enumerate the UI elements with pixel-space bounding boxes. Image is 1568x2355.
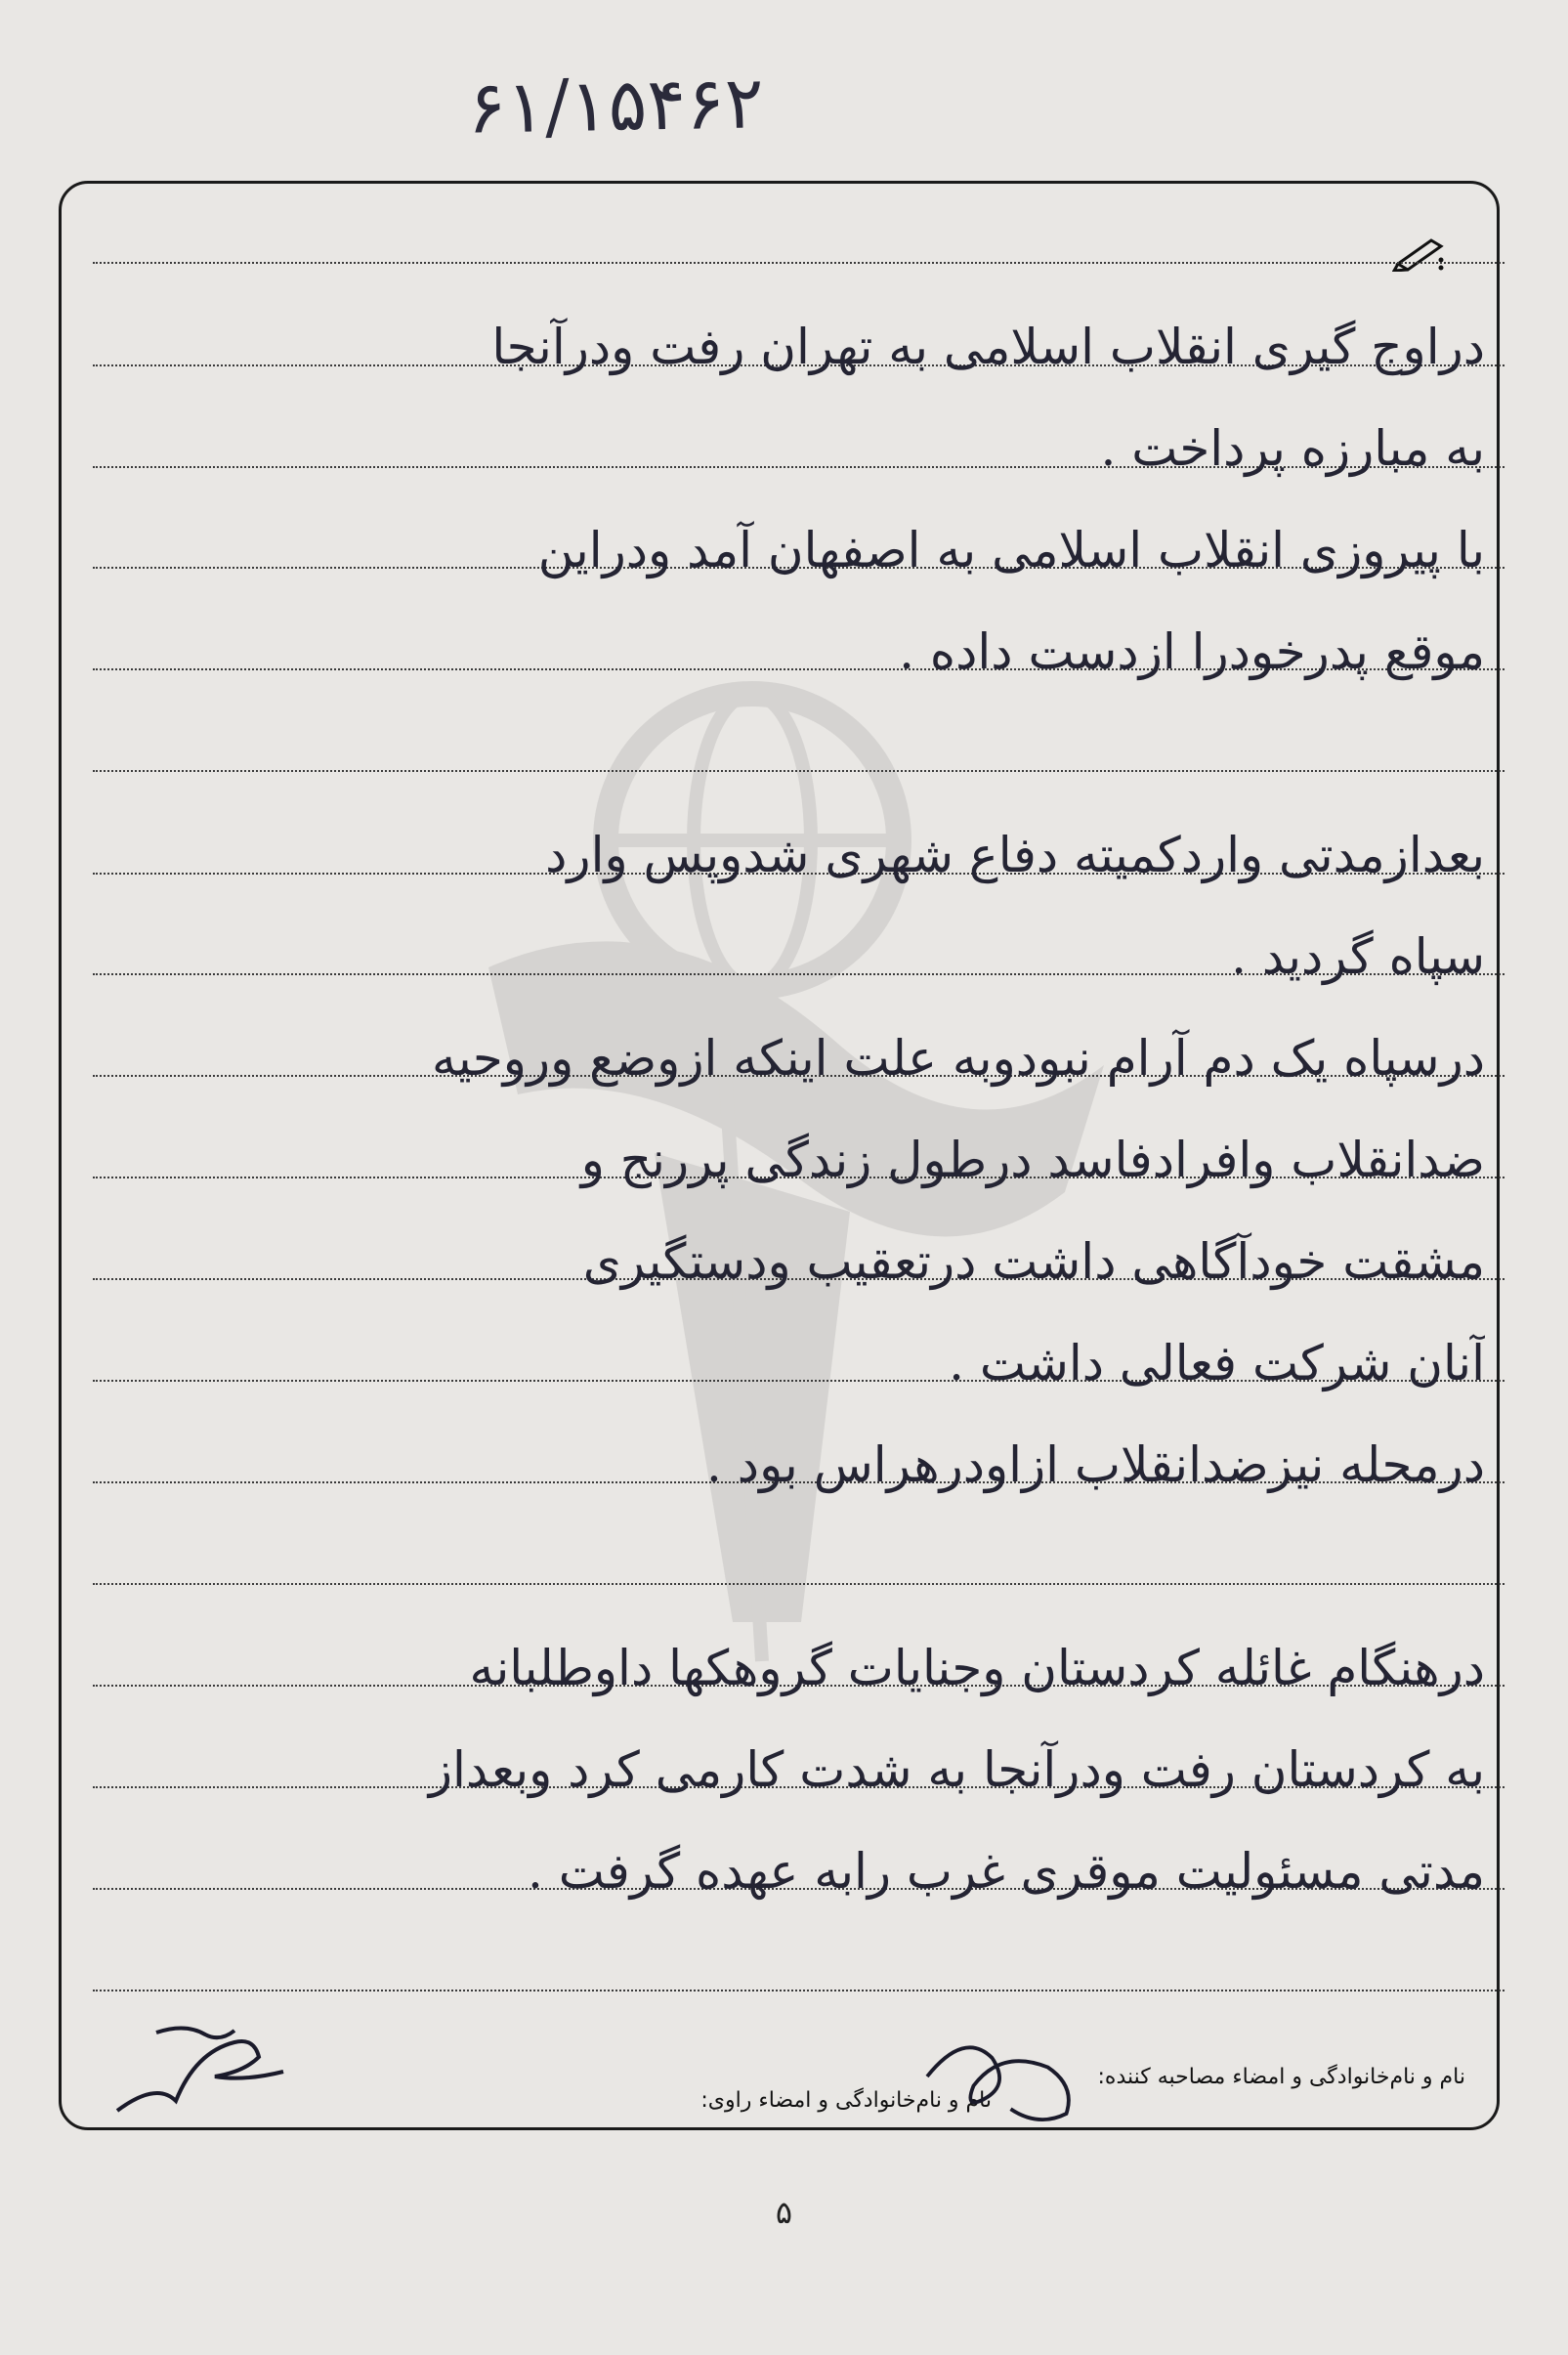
- handwritten-line: به مبارزه پرداخت .: [1100, 420, 1485, 477]
- handwritten-line: با پیروزی انقلاب اسلامی به اصفهان آمد ودراین: [537, 522, 1485, 578]
- handwritten-line: مشقت خودآگاهی داشت درتعقیب ودستگیری: [582, 1233, 1485, 1290]
- narrator-signature-label: نام و نام‌خانوادگی و امضاء راوی:: [700, 2088, 992, 2113]
- narrator-signature: [93, 2013, 298, 2130]
- handwritten-line: آنان شرکت فعالی داشت .: [949, 1335, 1485, 1392]
- handwritten-line: بعدازمدتی واردکمیته دفاع شهری شدوپس وارد: [545, 827, 1485, 883]
- interviewer-signature: [909, 2018, 1094, 2135]
- handwritten-line: موقع پدرخودرا ازدست داده .: [899, 623, 1485, 680]
- handwritten-line: به کردستان رفت ودرآنجا به شدت کارمی کرد وبعداز: [428, 1741, 1485, 1798]
- handwritten-line: [78, 1929, 1485, 2017]
- handwritten-line: ضدانقلاب وافرادفاسد درطول زندگی پررنج و: [580, 1132, 1485, 1188]
- handwritten-line: درسپاه یک دم آرام نبودوبه علت اینکه ازوضع وروحیه: [431, 1030, 1485, 1087]
- document-number: ۶۱/۱۵۴۶۲: [466, 61, 765, 150]
- interviewer-signature-label: نام و نام‌خانوادگی و امضاء مصاحبه کننده:: [1097, 2065, 1465, 2089]
- pen-icon: [1392, 233, 1446, 272]
- handwritten-line: درهنگام غائله کردستان وجنایات گروهکها داوطلبانه: [469, 1640, 1485, 1696]
- handwritten-line: [78, 1522, 1485, 1610]
- handwritten-line: دراوج گیری انقلاب اسلامی به تهران رفت ودرآنجا: [491, 319, 1485, 375]
- ruled-line: [93, 262, 1504, 264]
- handwritten-line: مدتی مسئولیت موقری غرب رابه عهده گرفت .: [527, 1843, 1485, 1900]
- handwritten-line: سپاه گردید .: [1231, 928, 1485, 985]
- handwritten-line: [78, 709, 1485, 797]
- handwritten-line: درمحله نیزضدانقلاب ازاودرهراس بود .: [706, 1436, 1485, 1493]
- signature-area: [93, 2037, 1504, 2125]
- page-number: ۵: [775, 2194, 793, 2231]
